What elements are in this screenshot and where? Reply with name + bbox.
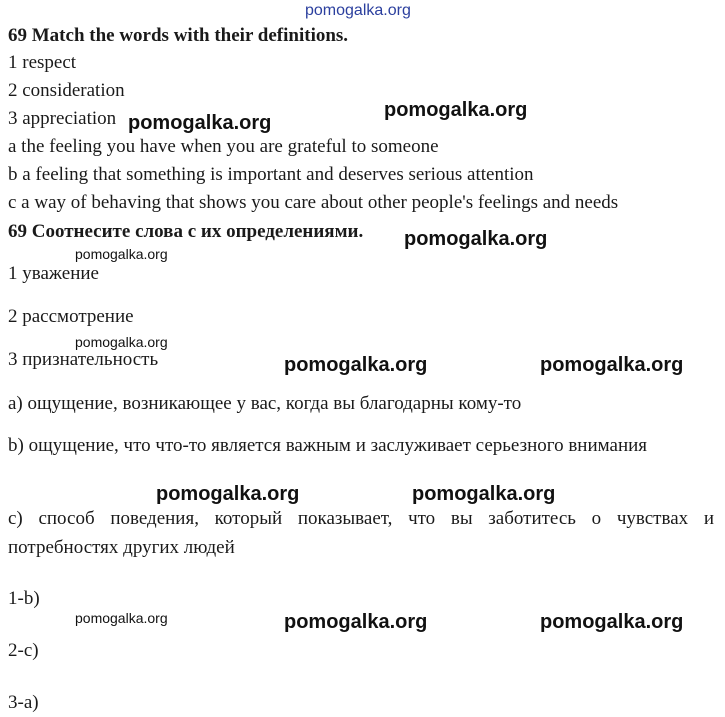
watermark: pomogalka.org — [540, 354, 684, 376]
watermark: pomogalka.org — [128, 112, 272, 134]
russian-heading: 69 Соотнесите слова с их определениями. — [8, 221, 364, 242]
answer-1: 1-b) — [8, 588, 40, 609]
answer-3: 3-a) — [8, 692, 39, 713]
russian-definition-c: c) способ поведения, который показывает, что вы заботитесь о чувствах и потребностях других людей — [8, 508, 714, 558]
answer-2: 2-c) — [8, 640, 39, 661]
watermark: pomogalka.org — [404, 228, 548, 250]
english-definition-b: b a feeling that something is important and deserves serious attention — [8, 164, 534, 185]
english-definition-a: a the feeling you have when you are grateful to someone — [8, 136, 439, 157]
english-definition-c: c a way of behaving that shows you care about other people's feelings and needs — [8, 192, 619, 213]
english-word-1: 1 respect — [8, 52, 77, 73]
watermark: pomogalka.org — [284, 354, 428, 376]
russian-definition-a: a) ощущение, возникающее у вас, когда вы благодарны кому-то — [8, 393, 522, 414]
watermark: pomogalka.org — [540, 611, 684, 633]
russian-definition-b: b) ощущение, что что-то является важным и заслуживает серьезного внимания — [8, 435, 648, 456]
watermark: pomogalka.org — [156, 483, 300, 505]
english-word-3: 3 appreciation — [8, 108, 117, 129]
watermark: pomogalka.org — [75, 246, 168, 262]
russian-word-2: 2 рассмотрение — [8, 306, 134, 327]
watermark: pomogalka.org — [75, 334, 168, 350]
watermark-top: pomogalka.org — [305, 2, 411, 19]
watermark: pomogalka.org — [412, 483, 556, 505]
russian-word-1: 1 уважение — [8, 263, 99, 284]
watermark: pomogalka.org — [384, 99, 528, 121]
english-heading: 69 Match the words with their definitions. — [8, 25, 349, 46]
watermark: pomogalka.org — [75, 610, 168, 626]
russian-word-3: 3 признательность — [8, 349, 159, 370]
english-word-2: 2 consideration — [8, 80, 125, 101]
watermark: pomogalka.org — [284, 611, 428, 633]
